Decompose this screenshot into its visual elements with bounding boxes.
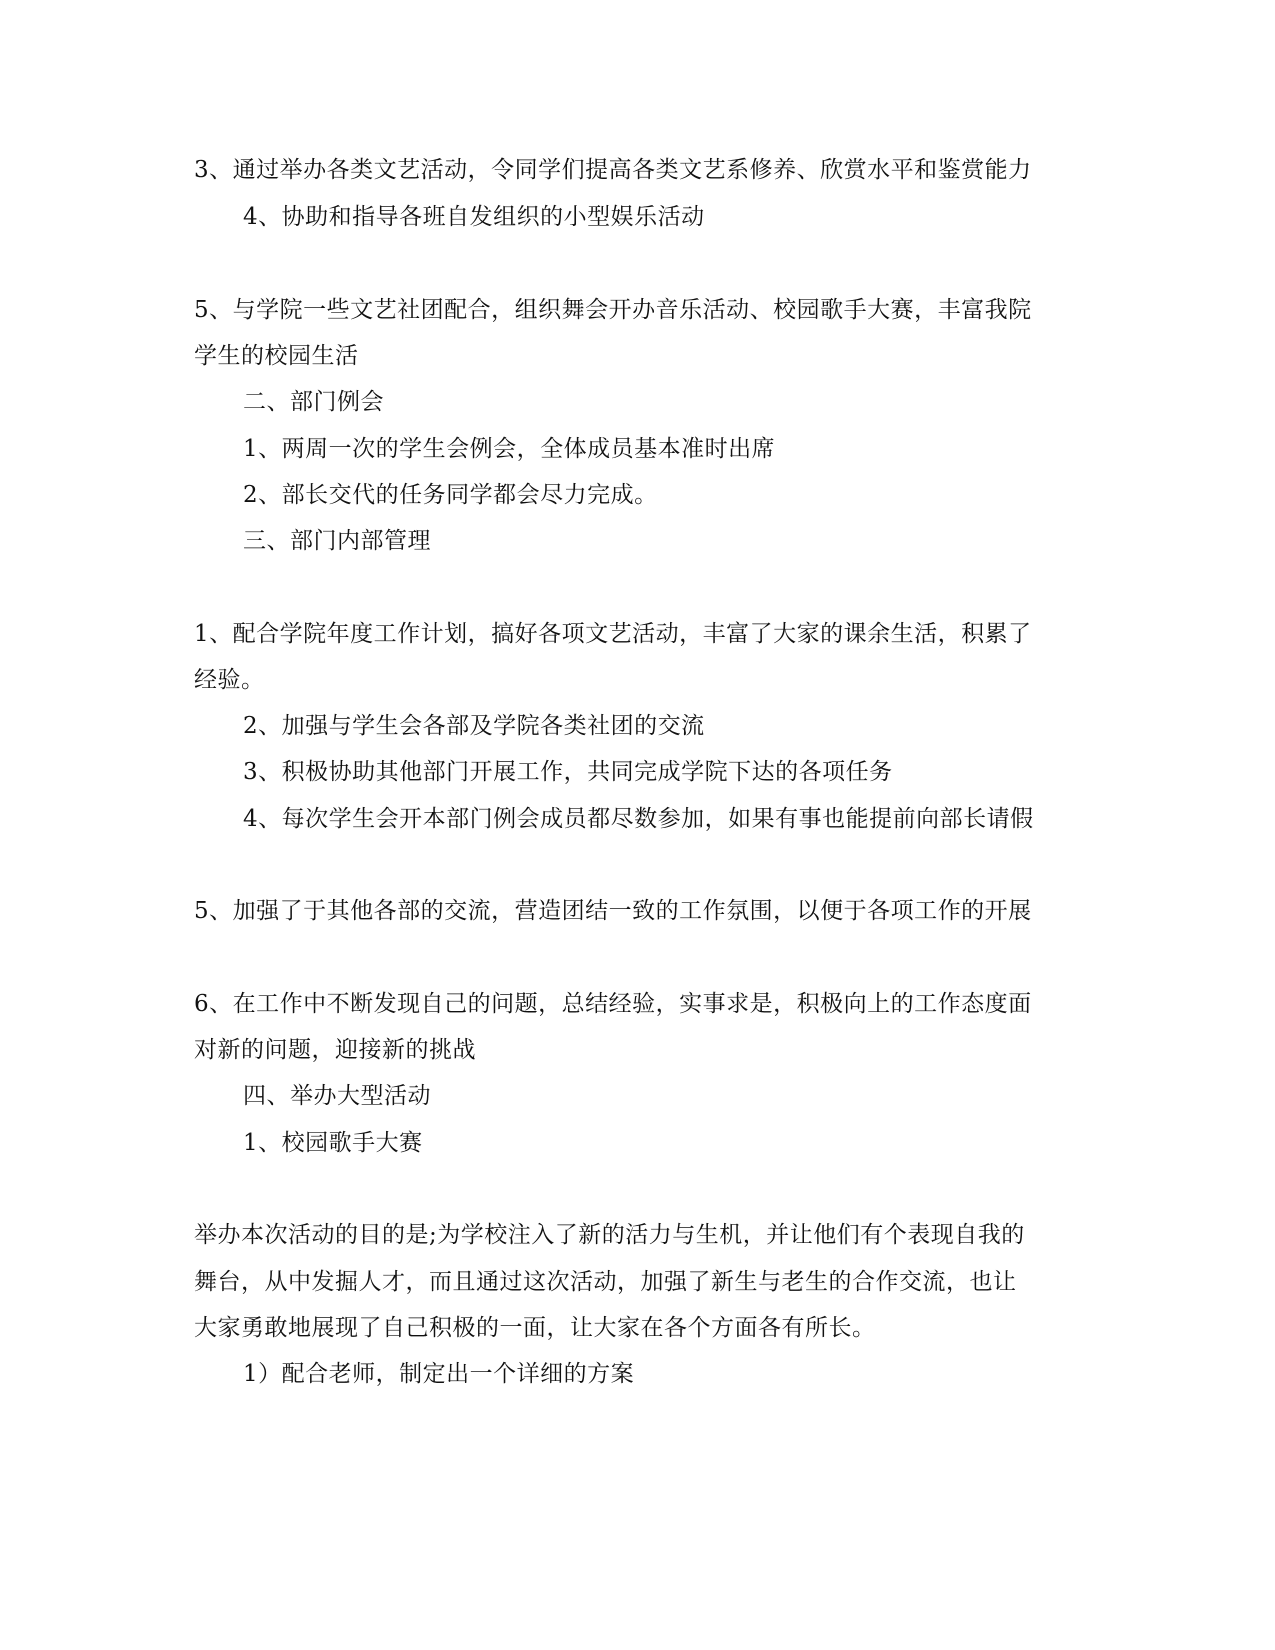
text-line: 大家勇敢地展现了自己积极的一面，让大家在各个方面各有所长。 (194, 1315, 876, 1341)
text-line: 5、与学院一些文艺社团配合，组织舞会开办音乐活动、校园歌手大赛，丰富我院 (194, 297, 1032, 323)
text-line: 舞台，从中发掘人才，而且通过这次活动，加强了新生与老生的合作交流，也让 (194, 1269, 1017, 1295)
text-line: 对新的问题，迎接新的挑战 (194, 1037, 476, 1063)
text-line: 2、部长交代的任务同学都会尽力完成。 (243, 482, 658, 508)
text-line: 1、校园歌手大赛 (243, 1130, 423, 1156)
text-line: 3、通过举办各类文艺活动，令同学们提高各类文艺系修养、欣赏水平和鉴赏能力 (194, 157, 1032, 183)
text-line: 4、协助和指导各班自发组织的小型娱乐活动 (243, 204, 705, 230)
text-line: 学生的校园生活 (194, 343, 359, 369)
text-line: 6、在工作中不断发现自己的问题，总结经验，实事求是，积极向上的工作态度面 (194, 991, 1032, 1017)
section-heading: 四、举办大型活动 (243, 1083, 431, 1109)
section-heading: 二、部门例会 (243, 389, 384, 415)
text-line: 经验。 (194, 667, 265, 693)
text-line: 1、两周一次的学生会例会，全体成员基本准时出席 (243, 436, 776, 462)
text-line: 3、积极协助其他部门开展工作，共同完成学院下达的各项任务 (243, 759, 893, 785)
text-line: 1、配合学院年度工作计划，搞好各项文艺活动，丰富了大家的课余生活，积累了 (194, 621, 1032, 647)
section-heading: 三、部门内部管理 (243, 528, 431, 554)
text-line: 举办本次活动的目的是;为学校注入了新的活力与生机，并让他们有个表现自我的 (194, 1222, 1025, 1248)
text-line: 4、每次学生会开本部门例会成员都尽数参加，如果有事也能提前向部长请假 (243, 806, 1034, 832)
text-line: 1）配合老师，制定出一个详细的方案 (243, 1361, 635, 1387)
text-line: 2、加强与学生会各部及学院各类社团的交流 (243, 713, 705, 739)
text-line: 5、加强了于其他各部的交流，营造团结一致的工作氛围，以便于各项工作的开展 (194, 898, 1032, 924)
